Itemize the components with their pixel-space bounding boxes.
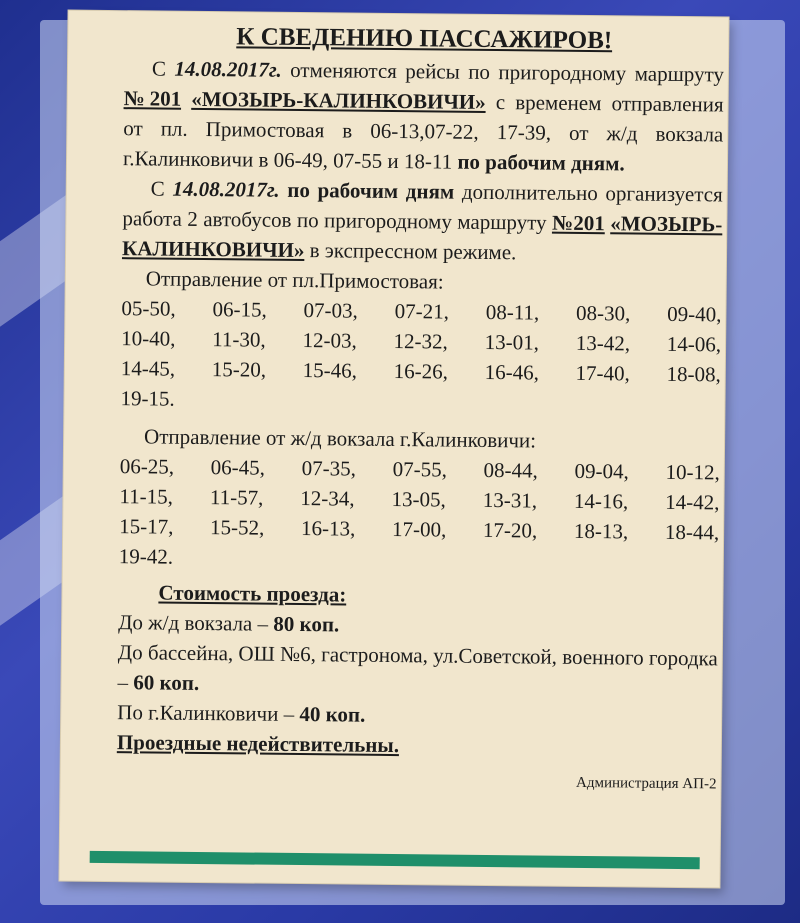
departure1-times: 19-15.: [120, 386, 175, 411]
bottom-green-bar: [90, 851, 700, 869]
para1-route-number: №201: [123, 86, 182, 111]
departure2-heading: Отправление от ж/д вокзала г.Калинковичи:: [143, 424, 537, 453]
para1-route-name: «МОЗЫРЬ-КАЛИНКОВИЧИ»: [191, 86, 486, 114]
departure1-times: 05-50, 06-15, 07-03, 07-21, 08-11, 08-30, 09-40,: [121, 296, 722, 327]
para2-text1: дополнительно организуется работа 2 автобусов по пригородному маршруту: [122, 179, 723, 235]
para2-prefix: С: [150, 176, 165, 201]
notice-title: К СВЕДЕНИЮ ПАССАЖИРОВ!: [236, 23, 613, 55]
para2-text2: в экспрессном режиме.: [304, 238, 517, 265]
passes-invalid-note: Проездные недействительны.: [116, 730, 400, 758]
para1-date: 14.08.2017г.: [174, 56, 282, 82]
notice-body: [116, 21, 724, 799]
departure2-times: 11-15, 11-57, 12-34, 13-05, 13-31, 14-16, 14-42,: [119, 484, 720, 515]
fare-item-text: До ж/д вокзала –: [118, 610, 274, 636]
fare-item-text: По г.Калинковичи –: [117, 700, 300, 727]
departure1-heading: Отправление от пл.Примостовая:: [145, 266, 444, 294]
fare-item: [117, 637, 718, 703]
paragraph-express: [122, 173, 723, 269]
fare-item-text: До бассейна, ОШ №6, гастронома, ул.Советской, военного городка –: [117, 640, 718, 695]
departure2-times: 06-25, 06-45, 07-35, 07-55, 08-44, 09-04, 10-12,: [119, 454, 720, 485]
notice-sheet: [59, 11, 728, 888]
fare-item-price: 80 коп.: [273, 611, 340, 637]
paragraph-cancellation: [123, 53, 724, 179]
para1-text1: отменяются рейсы по пригородному маршруту: [281, 57, 725, 87]
para2-route-name: «МОЗЫРЬ-КАЛИНКОВИЧИ»: [121, 211, 723, 263]
para2-date: 14.08.2017г.: [172, 176, 280, 202]
departure2-times: 19-42.: [118, 544, 174, 569]
departure2-times: 15-17, 15-52, 16-13, 17-00, 17-20, 18-13, 18-44,: [119, 514, 720, 545]
departure1-times: 14-45, 15-20, 15-46, 16-26, 16-46, 17-40, 18-08,: [120, 356, 721, 387]
para1-prefix: С: [151, 56, 167, 81]
para2-bold-text: по рабочим дням: [287, 177, 455, 204]
signature: Администрация АП-2: [575, 774, 717, 793]
fare-item-price: 60 коп.: [133, 670, 200, 695]
para1-text2: с временем отправления от пл. Примостовая в 06-13,07-22, 17-39, от ж/д вокзала г.Калинковичи в 06-49, 07-55 и 18-11: [122, 89, 724, 174]
departure1-times: 10-40, 11-30, 12-03, 12-32, 13-01, 13-42, 14-06,: [121, 326, 722, 357]
fare-item-price: 40 коп.: [299, 702, 366, 727]
fares-heading: Стоимость проезда:: [158, 580, 347, 607]
para2-route-number: №201: [551, 210, 605, 236]
para1-bold-end: по рабочим дням.: [457, 149, 625, 176]
